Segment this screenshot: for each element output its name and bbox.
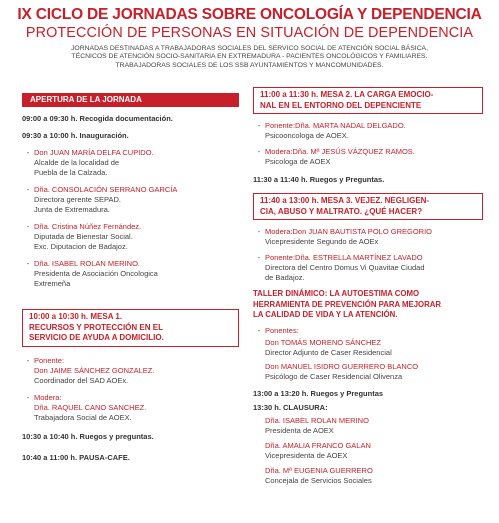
- mesa2-line: NAL EN EL ENTORNO DEL DEPENCIENTE: [260, 100, 422, 110]
- ponentes-label: Ponentes:: [265, 325, 299, 335]
- dash: -: [257, 121, 261, 130]
- dash: -: [257, 325, 261, 335]
- registration-line: 09:00 a 09:30 h. Recogida documentación.: [22, 114, 173, 123]
- speaker-desc: Presidenta de AOEX: [265, 425, 334, 435]
- taller-line: LA CALIDAD DE VIDA Y LA ATENCIÓN.: [253, 310, 398, 319]
- speaker-desc: Exc. Diputacion de Badajoz.: [34, 242, 128, 251]
- clausura-line: 13:30 h. CLAUSURA:: [253, 402, 328, 412]
- dash: -: [26, 259, 30, 268]
- dash: -: [26, 222, 30, 231]
- dash: -: [257, 227, 261, 236]
- clausura-speakers: [253, 416, 483, 486]
- ponente-block: [253, 121, 483, 141]
- mesa1-line: 10:00 a 10:30 h. MESA 1.: [29, 312, 123, 321]
- document-subtitle: PROTECCIÓN DE PERSONAS EN SITUACIÓN DE DEPENDENCIA: [25, 25, 474, 41]
- opening-section-bar: APERTURA DE LA JORNADA: [22, 93, 239, 107]
- ruegos-line: 10:30 a 10:40 h. Ruegos y preguntas.: [22, 431, 154, 441]
- left-column: [22, 87, 239, 463]
- speaker-name: Dña. CONSOLACIÓN SERRANO GARCÍA: [34, 185, 178, 194]
- ponente-label: Ponente:: [34, 355, 65, 365]
- ponente-desc: Directora del Centro Domus Vi Quavitae Ciudad: [265, 263, 425, 272]
- mesa2-line: 11:00 a 11:30 h. MESA 2. LA CARGA EMOCIO-: [260, 90, 434, 99]
- mesa1-box: [22, 309, 239, 347]
- ponente-desc: de Badajoz.: [265, 273, 305, 282]
- taller-ponentes: [253, 326, 483, 382]
- speaker-desc: Vicepresidenta de AOEX: [265, 450, 348, 460]
- moderator-name: Dña. Mª JESÚS VÁZQUEZ RAMOS.: [292, 147, 415, 156]
- ruegos-line: 13:00 a 13:20 h. Ruegos y Preguntas: [253, 388, 384, 398]
- dash: -: [26, 185, 30, 194]
- speaker-desc: Diputada de Bienestar Social.: [34, 232, 133, 241]
- pausa-line: 10:40 a 11:00 h. PAUSA-CAFE.: [22, 452, 130, 462]
- mesa1-line: RECURSOS Y PROTECCIÓN EN EL: [29, 322, 163, 332]
- intro-text: [0, 45, 499, 70]
- mesa1-line: SERVICIO DE AYUDA A DOMICILIO.: [29, 333, 164, 342]
- right-column: [253, 87, 483, 486]
- moderator-label: Modera:: [265, 147, 293, 156]
- ponente-desc: Psicooncologa de AOEX.: [265, 131, 349, 140]
- speaker-desc: Alcalde de la localidad de: [34, 158, 120, 167]
- speaker-block: [22, 185, 239, 215]
- speaker-desc: Director Adjunto de Caser Residencial: [265, 347, 392, 357]
- speaker-block: [22, 259, 239, 289]
- mesa3-box: [253, 193, 483, 220]
- dash: -: [257, 253, 261, 262]
- document-header: [0, 6, 499, 70]
- speaker-desc: Directora gerente SEPAD.: [34, 195, 121, 204]
- speaker-desc: Concejala de Servicios Sociales: [265, 475, 372, 485]
- dash: -: [26, 392, 30, 402]
- ponente-name: Dña. MARTA NADAL DELGADO.: [295, 121, 406, 130]
- speaker-desc: Extremeña: [34, 279, 71, 288]
- dash: -: [26, 148, 30, 157]
- intro-line: JORNADAS DESTINADAS A TRABAJADORAS SOCIALES DEL SERVICO SOCIAL DE ATENCIÓN SOCIAL BÁSICA,: [71, 45, 428, 52]
- moderator-desc: Trabajadora Social de AOEX.: [34, 412, 132, 422]
- ponente-name: Don JAIME SÁNCHEZ GONZALEZ.: [34, 365, 155, 375]
- inauguration-line: 09:30 a 10:00 h. Inauguración.: [22, 131, 129, 140]
- ponente-label: Ponente:: [265, 121, 296, 130]
- speaker-block: [22, 222, 239, 252]
- moderator-block: [253, 147, 483, 167]
- ruegos-line: 11:30 a 11:40 h. Ruegos y Preguntas.: [253, 175, 385, 184]
- moderator-desc: Vicepresidente Segundo de AOEx: [265, 237, 379, 246]
- intro-line: TÉCNICOS DE ATENCIÓN SOCIO-SANITARIA EN EXTREMADURA - PACIENTES ONCOLÓGICOS Y FAMILIARES.: [71, 53, 428, 61]
- moderator-name: Don JUAN BAUTISTA POLO GREGORIO: [292, 227, 432, 236]
- mesa3-line: CIA, ABUSO Y MALTRATO. ¿QUÉ HACER?: [260, 206, 423, 216]
- document-title: IX CICLO DE JORNADAS SOBRE ONCOLOGÍA Y DEPENDENCIA: [17, 6, 482, 23]
- ponente-block: [253, 253, 483, 283]
- ponente-block: [22, 356, 239, 386]
- ponente-name: Dña. ESTRELLA MARTÍNEZ LAVADO: [295, 253, 423, 262]
- taller-line: TALLER DINÁMICO: LA AUTOESTIMA COMO: [253, 289, 420, 298]
- moderator-desc: Psicologa de AOEX: [265, 157, 331, 166]
- speaker-name: Dña. Mª EUGENIA GUERRERO: [265, 465, 373, 475]
- speaker-name: Don JUAN MARÍA DELFA CUPIDO.: [34, 148, 154, 157]
- speaker-desc: Junta de Extremadura.: [34, 205, 110, 214]
- dash: -: [26, 355, 30, 365]
- moderator-block: [253, 227, 483, 247]
- speaker-name: Dña. ISABEL ROLAN MERINO.: [34, 259, 141, 268]
- speaker-name: Don MANUEL ISIDRO GUERRERO BLANCO: [265, 361, 419, 371]
- taller-heading: [253, 289, 483, 321]
- moderator-label: Modera:: [34, 392, 62, 402]
- speaker-desc: Presidenta de Asociación Oncologica: [34, 269, 158, 278]
- moderator-block: [22, 393, 239, 423]
- speaker-desc: Puebla de la Calzada.: [34, 168, 108, 177]
- dash: -: [257, 147, 261, 156]
- intro-line: TRABAJADORAS SOCIALES DE LOS SSB AYUNTAMIENTOS Y MANCOMUNIDADES.: [115, 61, 384, 69]
- taller-line: HERRAMIENTA DE PREVENCIÓN PARA MEJORAR: [253, 299, 442, 309]
- mesa2-box: [253, 87, 483, 114]
- speaker-name: Don TOMÁS MORENO SÁNCHEZ: [265, 337, 381, 347]
- speaker-name: Dña. ISABEL ROLAN MERINO: [265, 415, 369, 425]
- mesa3-line: 11:40 a 13:00 h. MESA 3. VEJEZ. NEGLIGEN-: [260, 196, 430, 205]
- ponente-desc: Coordinador del SAD AOEx.: [34, 375, 129, 385]
- speaker-name: Dña. AMALIA FRANCO GALAN: [265, 440, 371, 450]
- speaker-block: [22, 148, 239, 178]
- moderator-name: Dña. RAQUEL CANO SANCHEZ.: [34, 402, 147, 412]
- ponente-label: Ponente:: [265, 253, 296, 262]
- speaker-desc: Psicólogo de Caser Residencial Olivenza: [265, 371, 403, 381]
- speaker-name: Dña. Cristina Núñez Fernández.: [34, 222, 142, 231]
- moderator-label: Modera:: [265, 227, 293, 236]
